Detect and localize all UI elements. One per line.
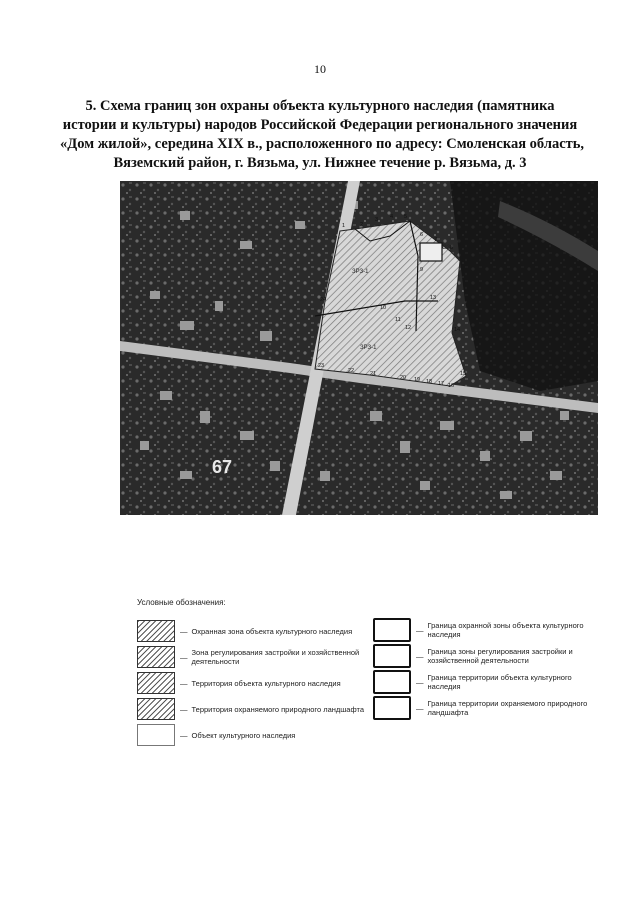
aerial-map	[120, 181, 598, 515]
point-label: 24	[320, 297, 327, 303]
hatched-swatch	[137, 672, 175, 694]
boundary-swatch	[373, 696, 411, 720]
title-line-4: Вяземский район, г. Вязьма, ул. Нижнее течение р. Вязьма, д. 3	[113, 155, 527, 171]
legend-item: — Граница территории объекта культурного наследия	[373, 670, 603, 694]
legend-item: — Граница охранной зоны объекта культурного наследия	[373, 618, 603, 642]
legend-label: Территория охраняемого природного ландшафта	[191, 704, 364, 714]
legend-item: — Объект культурного наследия	[137, 724, 367, 746]
point-label: 13	[430, 295, 437, 301]
legend-label: Граница охранной зоны объекта культурного наследия	[427, 621, 584, 639]
point-label: 20	[400, 375, 407, 381]
boundary-swatch	[373, 670, 411, 694]
title-line-3: «Дом жилой», середина XIX в., расположенного по адресу: Смоленская область,	[60, 136, 585, 152]
title-line-2: истории и культуры) народов Российской Федерации регионального значения	[62, 117, 578, 133]
page-title	[60, 97, 585, 173]
point-label: 4	[390, 214, 394, 220]
zone-label: ЗРЗ-1	[352, 269, 369, 275]
point-label: 21	[370, 371, 377, 377]
legend-label: Охранная зона объекта культурного наследия	[191, 626, 353, 636]
legend-label: Граница зоны регулирования застройки и хозяйственной деятельности	[427, 647, 573, 665]
map-legend	[135, 598, 615, 768]
legend-item: — Граница территории охраняемого природного ландшафта	[373, 696, 603, 720]
boundary-swatch	[373, 644, 411, 668]
point-label: 22	[348, 368, 355, 374]
legend-label: Граница территории охраняемого природного ландшафта	[427, 699, 588, 717]
legend-label: Территория объекта культурного наследия	[191, 678, 341, 688]
point-label: 16	[448, 383, 455, 389]
hatched-swatch	[137, 646, 175, 668]
point-label: 7	[434, 237, 438, 243]
point-label: 10	[380, 305, 387, 311]
legend-item: — Территория объекта культурного наследия	[137, 672, 367, 694]
point-label: 1	[342, 223, 346, 229]
title-line-1: 5. Схема границ зон охраны объекта культурного наследия (памятника	[85, 98, 555, 114]
legend-item: — Территория охраняемого природного ландшафта	[137, 698, 367, 720]
point-label: 18	[426, 379, 433, 385]
point-label: 23	[318, 363, 325, 369]
point-label: 14	[454, 327, 461, 333]
point-label: 12	[405, 325, 412, 331]
point-label: 2	[360, 222, 364, 228]
point-label: 9	[420, 267, 424, 273]
point-label: 19	[414, 377, 421, 383]
legend-item: — Граница зоны регулирования застройки и хозяйственной деятельности	[373, 644, 603, 668]
cultural-object-marker	[420, 243, 442, 261]
point-label: 6	[420, 232, 424, 238]
point-label: 17	[438, 381, 445, 387]
hatched-swatch	[137, 620, 175, 642]
point-label: 15	[460, 371, 467, 377]
plain-swatch	[137, 724, 175, 746]
point-label: 5	[404, 214, 408, 220]
page-number: 10	[314, 62, 326, 76]
legend-label: Зона регулирования застройки и хозяйственной деятельности	[191, 648, 360, 666]
boundary-swatch	[373, 618, 411, 642]
legend-item: — Охранная зона объекта культурного наследия	[137, 620, 367, 642]
point-label: 11	[395, 317, 401, 323]
zone-label: ЗРЗ-1	[360, 345, 377, 351]
point-label: 8	[450, 245, 454, 251]
hatched-swatch	[137, 698, 175, 720]
point-label: 3	[375, 217, 379, 223]
legend-item: — Зона регулирования застройки и хозяйственной деятельности	[137, 646, 367, 668]
legend-title: Условные обозначения:	[137, 598, 226, 607]
legend-label: Объект культурного наследия	[191, 730, 296, 740]
zone-label: ОЗ	[442, 245, 451, 251]
house-number-label: 67	[212, 457, 233, 477]
legend-label: Граница территории объекта культурного наследия	[427, 673, 572, 691]
